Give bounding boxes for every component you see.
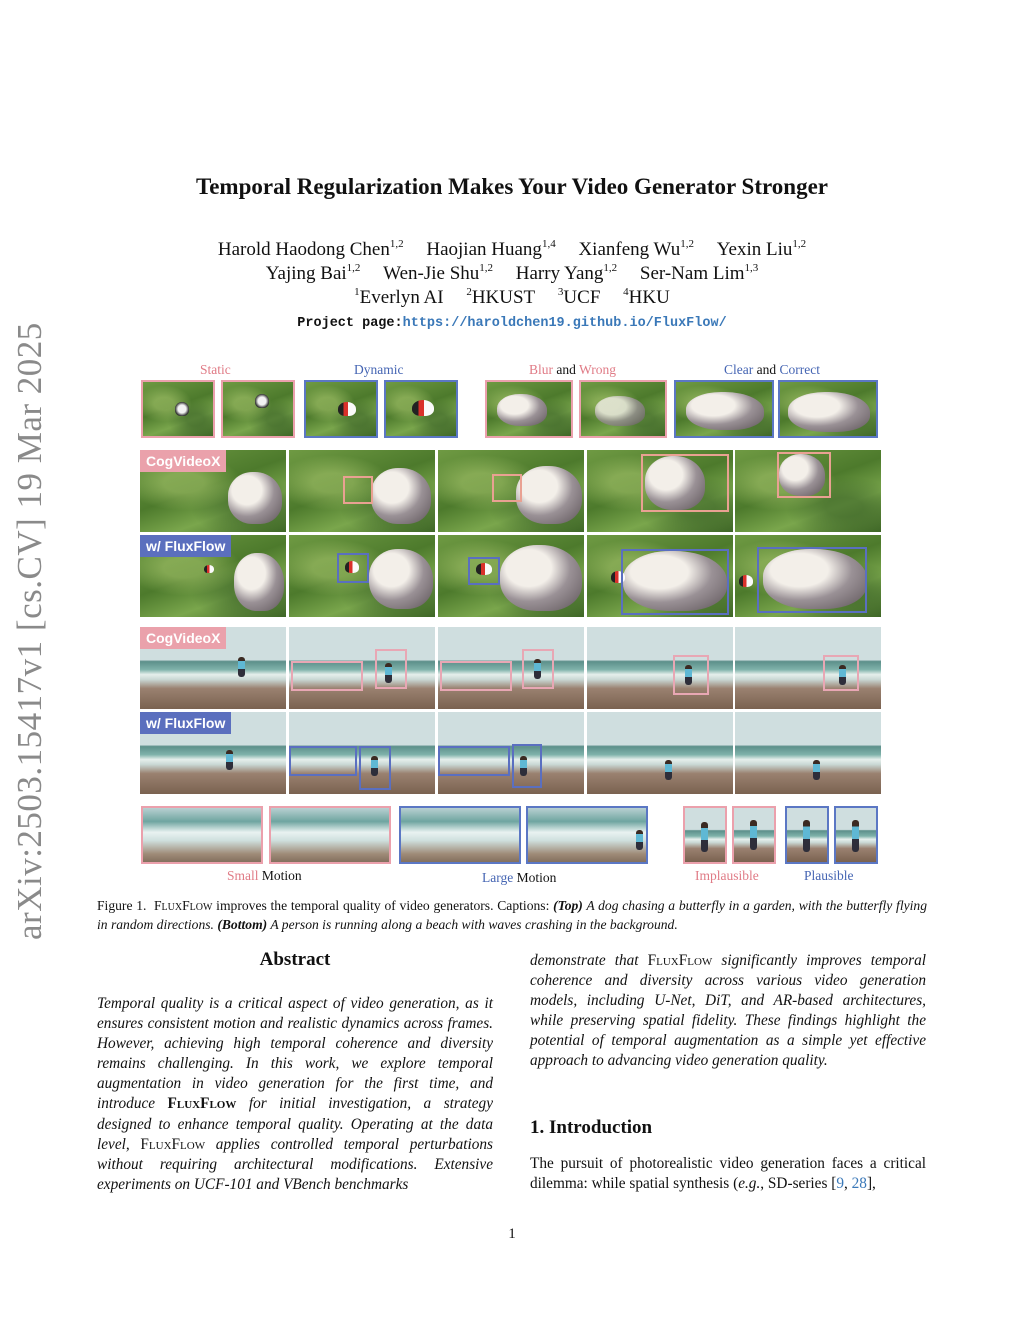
plausible-frame [785,806,829,864]
citation-link[interactable]: 9 [836,1175,844,1193]
small-motion-frame [141,806,263,864]
fluxflow-dog-frame [735,535,881,617]
fluxflow-beach-frame [438,712,584,794]
cogvideox-beach-frame [438,627,584,709]
project-label: Project page: [297,316,403,331]
implausible-frame [732,806,776,864]
affiliations [0,287,1024,309]
correct-example-frame [778,380,878,438]
project-page [0,316,1024,331]
small-motion-frame [269,806,391,864]
fluxflow-dog-frame [289,535,435,617]
clear-example-frame [674,380,774,438]
author: Yexin Liu$^{1,2}$ [716,238,807,260]
fluxflow-dog-frame [587,535,733,617]
large-motion-frame [526,806,648,864]
cogvideox-beach-frame [587,627,733,709]
author-line-1 [0,239,1024,261]
author: Yajing Bai$^{1,2}$ [265,262,361,284]
label-clear-correct: Clear and Correct [724,362,820,377]
blur-example-frame [485,380,573,438]
cogvideox-dog-frame [438,450,584,532]
plausible-frame [834,806,878,864]
project-link[interactable]: https://haroldchen19.github.io/FluxFlow/ [402,316,727,331]
author: Haojian Huang$^{1,4}$ [426,238,556,260]
affiliation: $^1$Everlyn AI [354,286,444,308]
author: Xianfeng Wu$^{1,2}$ [578,238,694,260]
affiliation: $^3$UCF [557,286,601,308]
large-motion-frame [399,806,521,864]
label-dynamic: Dynamic [354,362,404,377]
abstract-right-column: demonstrate that FluxFlow significantly improves temporal coherence and diversity across various video generation models, including U-Net, DiT, and AR-based architectures, while preserving spatial fidelity. These findings highlight the potential of temporal augmentation as a simple yet effective approach to advancing video generation quality. [530,952,926,1070]
cogvideox-dog-frame [289,450,435,532]
fluxflow-tag: w/ FluxFlow [140,712,231,734]
fluxflow-dog-frame [438,535,584,617]
static-example-frame [141,380,215,438]
figure-caption: Figure 1. FluxFlow improves the temporal quality of video generators. Captions: (Top) A dog chasing a butterfly in a garden, with the butterfly flying in random directions. (Bottom) A person is running along a beach with waves crashing in the background. [97,898,927,932]
label-blur-wrong: Blur and Wrong [529,362,616,377]
affiliation: $^4$HKU [623,286,670,308]
fluxflow-beach-frame [587,712,733,794]
label-plausible: Plausible [804,868,854,883]
author: Wen-Jie Shu$^{1,2}$ [383,262,494,284]
citation-link[interactable]: 28 [851,1175,867,1193]
introduction-heading: 1. Introduction [530,1117,653,1138]
author-line-2 [0,263,1024,285]
abstract-left-column: Temporal quality is a critical aspect of video generation, as it ensures consistent motion and realistic dynamics across frames. However, achieving high temporal coherence and diversity remains challenging. In this work, we explore temporal augmentation in video generation for the first time, and introduce FluxFlow for initial investigation, a strategy designed to enhance temporal quality. Operating at the data level, FluxFlow applies controlled temporal perturbations without requiring architectural modifications. Extensive experiments on UCF-101 and VBench benchmarks [97,995,493,1193]
dynamic-example-frame [384,380,458,438]
page-number: 1 [508,1226,516,1242]
cogvideox-beach-frame [735,627,881,709]
author: Harold Haodong Chen$^{1,2}$ [217,238,404,260]
cogvideox-dog-frame [140,450,286,532]
cogvideox-beach-frame [289,627,435,709]
static-example-frame [221,380,295,438]
label-large-motion: Large Motion [482,870,557,885]
label-static: Static [200,362,231,377]
fluxflow-tag: w/ FluxFlow [140,535,231,557]
dynamic-example-frame [304,380,378,438]
fluxflow-dog-frame [140,535,286,617]
author: Harry Yang$^{1,2}$ [515,262,618,284]
label-small-motion: Small Motion [227,868,302,883]
paper-title: Temporal Regularization Makes Your Video Generator Stronger [195,174,829,199]
arxiv-side-stamp: arXiv:2503.15417v1 [cs.CV] 19 Mar 2025 [10,322,49,940]
cogvideox-tag: CogVideoX [140,450,226,472]
author: Ser-Nam Lim$^{1,3}$ [639,262,759,284]
cogvideox-tag: CogVideoX [140,627,226,649]
introduction-text: The pursuit of photorealistic video generation faces a critical dilemma: while spatial synthesis (e.g., SD-series [9, 28], [530,1155,926,1193]
label-implausible: Implausible [695,868,759,883]
cogvideox-dog-frame [735,450,881,532]
abstract-heading: Abstract [259,949,331,970]
fluxflow-beach-frame [140,712,286,794]
affiliation: $^2$HKUST [466,286,536,308]
implausible-frame [683,806,727,864]
wrong-example-frame [579,380,667,438]
fluxflow-beach-frame [289,712,435,794]
cogvideox-beach-frame [140,627,286,709]
cogvideox-dog-frame [587,450,733,532]
fluxflow-beach-frame [735,712,881,794]
